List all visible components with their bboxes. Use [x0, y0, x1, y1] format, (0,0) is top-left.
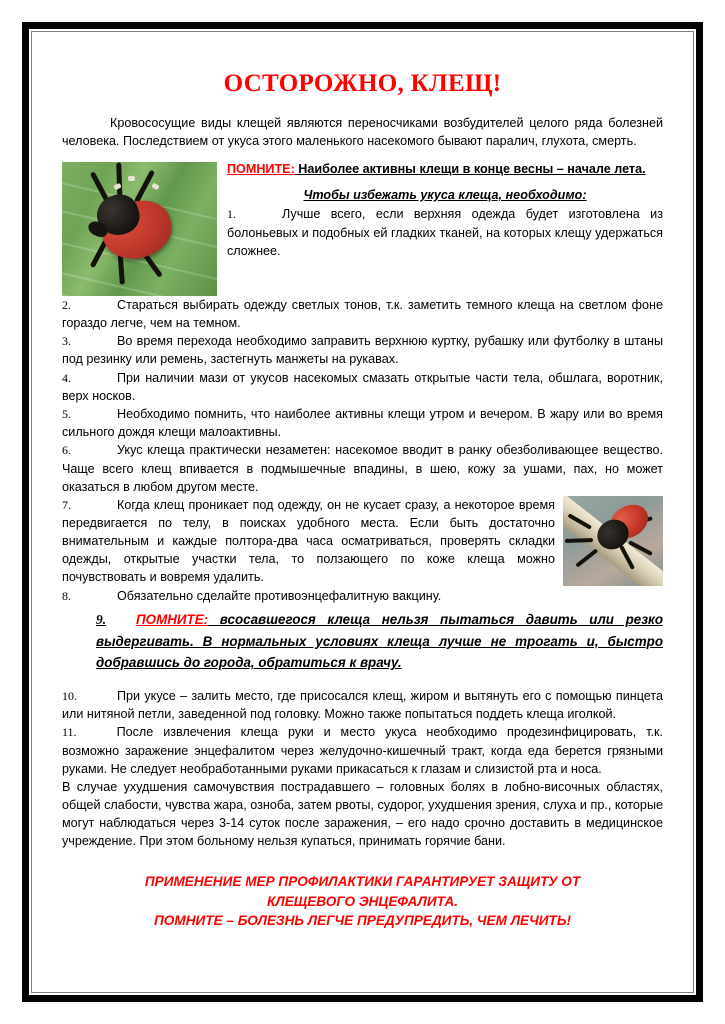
document-body — [32, 32, 693, 992]
list-item-1-number: 1. — [227, 207, 236, 222]
list-item-10-number: 10. — [62, 688, 77, 703]
list-item-6-number: 6. — [62, 443, 71, 458]
remember-label: ПОМНИТЕ: — [227, 161, 295, 176]
photo-and-notice-row — [62, 160, 663, 296]
warning-line-2: КЛЕЩЕВОГО ЭНЦЕФАЛИТА. — [267, 893, 458, 909]
list-item-11 — [62, 723, 663, 778]
list-item-8-number: 8. — [62, 588, 71, 603]
list-item-10 — [62, 687, 663, 723]
warning-line-1: ПРИМЕНЕНИЕ МЕР ПРОФИЛАКТИКИ ГАРАНТИРУЕТ ЗАЩИТУ ОТ — [144, 874, 581, 890]
list-item-4-number: 4. — [62, 370, 71, 385]
tick-photo-left-column — [62, 160, 217, 296]
list-item-2 — [62, 296, 663, 332]
list-item-8 — [62, 587, 663, 605]
remember-notice — [227, 160, 663, 178]
warning-line-3: ПОМНИТЕ – БОЛЕЗНЬ ЛЕГЧЕ ПРЕДУПРЕДИТЬ, ЧЕМ ЛЕЧИТЬ! — [154, 912, 571, 928]
list-item-3-text: Во время перехода необходимо заправить верхнюю куртку, рубашку или футболку в штаны под резинку или ремень, застегнуть манжеты на рукавах. — [62, 334, 663, 367]
page-border-frame — [22, 22, 703, 1002]
list-item-5-text: Необходимо помнить, что наиболее активны клещи утром и вечером. В жару или во время сильного дождя клещи малоактивны. — [62, 406, 663, 440]
intro-paragraph: Кровососущие виды клещей являются переносчиками возбудителей целого ряда болезней человека. Последствием от укуса этого маленького насекомого бывают паралич, глухота, смерть. — [62, 115, 663, 148]
list-item-11-text: После извлечения клеща руки и место укуса необходимо продезинфицировать, т.к. возможно заражение энцефалитом через желудочно-кишечный тракт, когда еда берется грязными руками. Не следует необработанными руками прикасаться к глазам и слизистой рта и носа. — [62, 725, 663, 776]
closing-paragraph: В случае ухудшения самочувствия пострадавшего – головных болях в лобно-височных областях, общей слабости, чувства жара, озноба, затем рвоты, судорог, ухудшения зрения, слуха и пр., которые могут наблюдаться через 3-14 суток после заражения, – его надо срочно доставить в медицинское учреждение. При этом больному нельзя купаться, принимать горячие бани. — [62, 779, 663, 849]
list-item-10-text: При укусе – залить место, где присосался клещ, жиром и вытянуть его с помощью пинцета или нитяной петли, заведенной под головку. Можно также попытаться поддеть клеща иголкой. — [62, 688, 663, 722]
avoid-bite-heading: Чтобы избежать укуса клеща, необходимо: — [303, 188, 587, 202]
list-item-7-number: 7. — [62, 497, 71, 512]
notice-text-column — [227, 160, 663, 260]
page-title: ОСТОРОЖНО, КЛЕЩ! — [223, 70, 502, 97]
list-item-11-number: 11. — [62, 725, 77, 740]
bottom-warning-block — [62, 872, 663, 930]
list-item-4-text: При наличии мази от укусов насекомых смазать открытые части тела, обшлага, воротник, верх носков. — [62, 370, 663, 403]
tick-on-stem-photo — [563, 496, 663, 586]
list-item-9-number: 9. — [96, 611, 107, 627]
tick-on-leaf-photo — [62, 162, 217, 296]
list-item-8-text: Обязательно сделайте противоэнцефалитную вакцину. — [117, 588, 442, 603]
list-item-3-number: 3. — [62, 334, 71, 349]
list-item-5-number: 5. — [62, 406, 71, 421]
remember-notice-text: Наиболее активны клещи в конце весны – начале лета. — [294, 161, 646, 176]
intro-block — [62, 114, 663, 150]
list-item-1 — [227, 205, 663, 260]
list-item-6-text: Укус клеща практически незаметен: насекомое вводит в ранку обезболивающее вещество. Чаще всего клещ впивается в подмышечные впадины, в шею, кожу за ушами, пах, но может оказаться в любом другом месте. — [62, 443, 663, 494]
list-item-1-text: Лучше всего, если верхняя одежда будет изготовлена из болоньевых и подобных ей гладких тканей, на которых клещу удержаться сложнее. — [227, 207, 663, 258]
list-item-4 — [62, 369, 663, 405]
list-item-2-text: Стараться выбирать одежду светлых тонов, т.к. заметить темного клеща на светлом фоне гораздо легче, чем на темном. — [62, 297, 663, 331]
list-item-2-number: 2. — [62, 297, 71, 312]
tick-photo-right-column — [563, 496, 663, 586]
list-item-7-text: Когда клещ проникает под одежду, он не кусает сразу, а некоторое время передвигается по телу, в поисках удобного места. Если быть достаточно внимательным и каждые полтора-два часа осматриваться, проверять складки одежды, открытые участки тела, то ползающего по коже клеща можно почувствовать и вовремя удалить. — [62, 497, 555, 585]
list-item-9-text: всосавшегося клеща нельзя пытаться давить или резко выдергивать. В нормальных условиях клеща лучше не трогать и, быстро добравшись до города, обратиться к врачу. — [96, 611, 663, 671]
page-border-inner — [31, 31, 694, 993]
list-item-9-emphasized — [62, 609, 663, 674]
list-item-6 — [62, 441, 663, 496]
list-item-3 — [62, 332, 663, 368]
list-item-5 — [62, 405, 663, 441]
list-item-9-remember-label: ПОМНИТЕ: — [136, 611, 209, 627]
